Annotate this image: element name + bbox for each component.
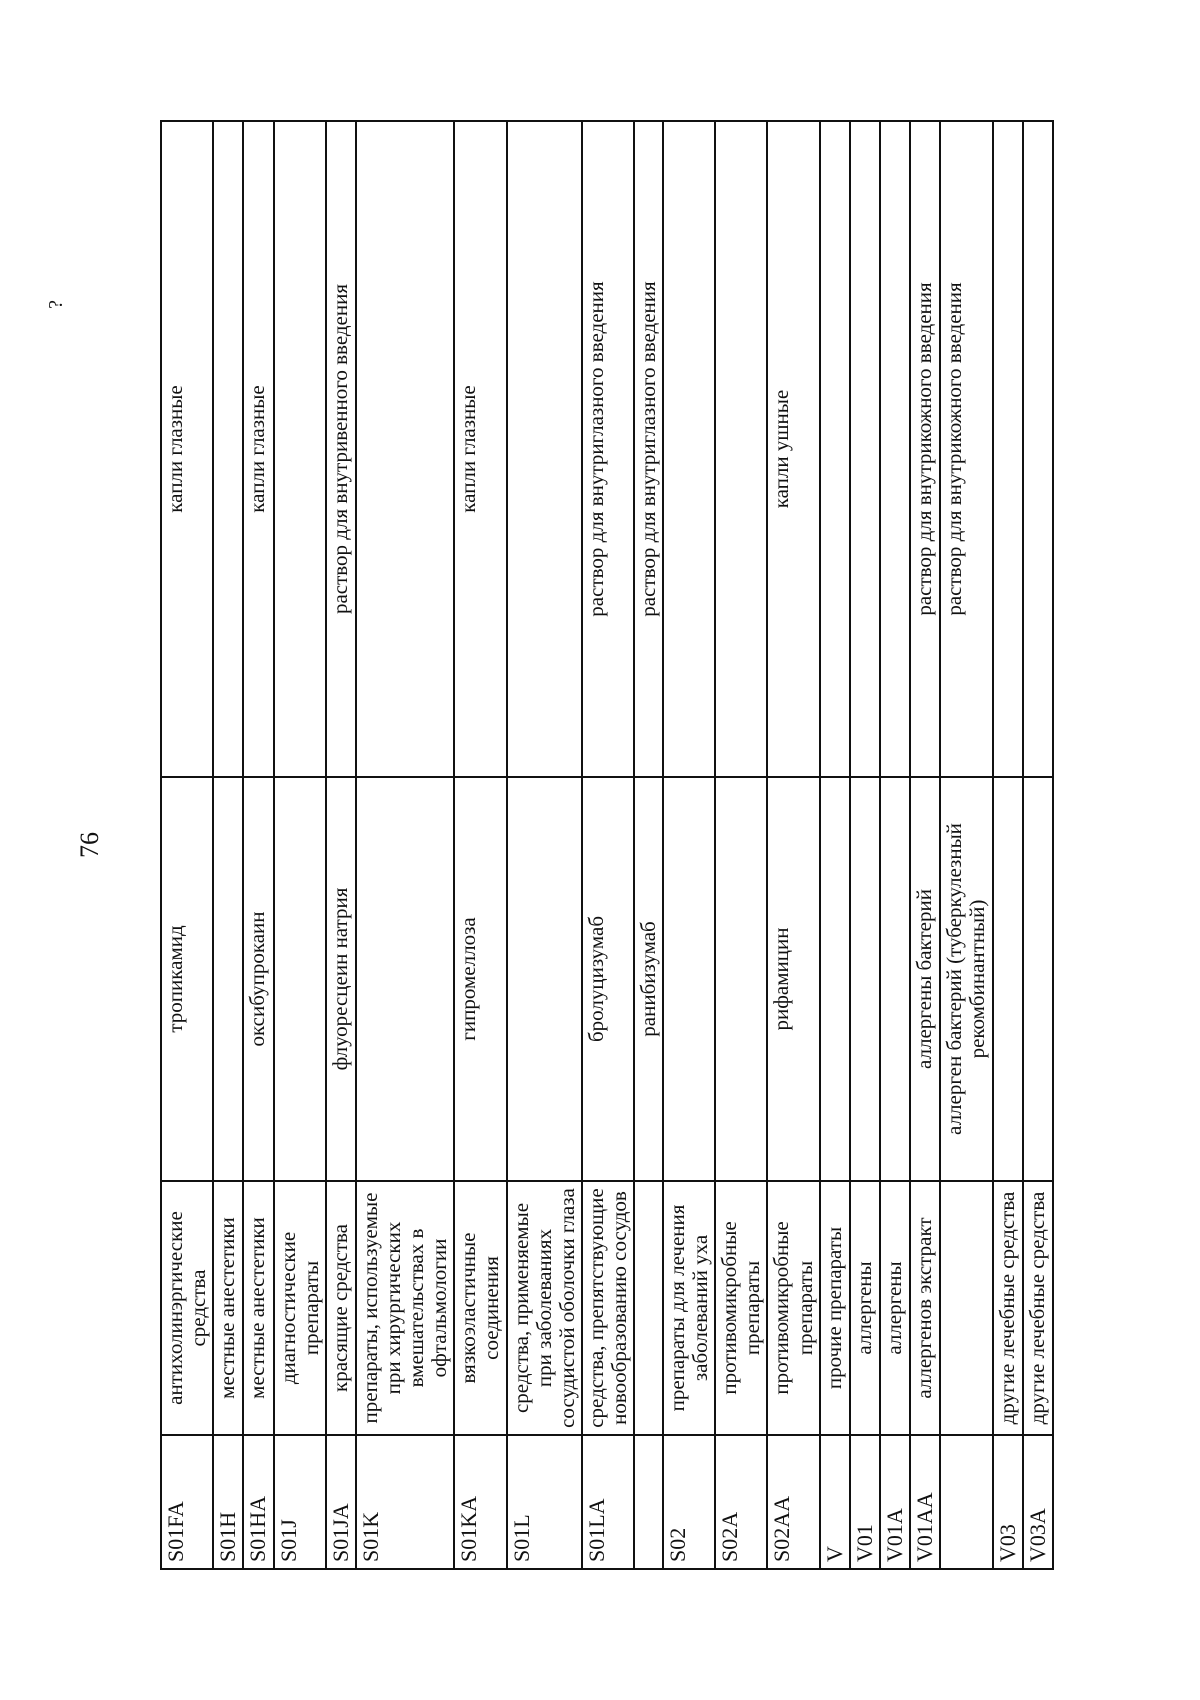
cell-drug: аллерген бактерий (туберкулезный рекомбинантный)	[940, 777, 992, 1181]
cell-drug: оксибупрокаин	[243, 777, 273, 1181]
table-row	[243, 121, 273, 1569]
cell-drug: ранибизумаб	[634, 777, 663, 1181]
cell-code: S02AA	[767, 1435, 819, 1569]
table-row	[993, 121, 1023, 1569]
cell-form	[850, 121, 880, 777]
cell-code: S01KA	[454, 1435, 506, 1569]
table-row	[910, 121, 940, 1569]
cell-form: капли ушные	[767, 121, 819, 777]
cell-code: V01AA	[910, 1435, 940, 1569]
corner-mark: ?	[45, 300, 67, 309]
cell-code: S01LA	[582, 1435, 634, 1569]
cell-form	[715, 121, 767, 777]
table-row	[507, 121, 582, 1569]
cell-code	[634, 1435, 663, 1569]
cell-code: S01JA	[326, 1435, 356, 1569]
cell-code: S01FA	[161, 1435, 213, 1569]
cell-code: S01L	[507, 1435, 582, 1569]
cell-drug	[356, 777, 454, 1181]
cell-form	[1023, 121, 1053, 777]
cell-group: вязкоэластичные соединения	[454, 1181, 506, 1435]
table-row	[326, 121, 356, 1569]
table-row	[767, 121, 819, 1569]
cell-drug	[850, 777, 880, 1181]
cell-drug	[507, 777, 582, 1181]
cell-form: раствор для внутриглазного введения	[582, 121, 634, 777]
cell-drug	[663, 777, 715, 1181]
table-row	[820, 121, 850, 1569]
cell-group: красящие средства	[326, 1181, 356, 1435]
table-row	[454, 121, 506, 1569]
cell-code	[940, 1435, 992, 1569]
cell-group: диагностические препараты	[274, 1181, 326, 1435]
cell-form: раствор для внутривенного введения	[326, 121, 356, 777]
cell-drug: аллергены бактерий	[910, 777, 940, 1181]
table-row	[880, 121, 910, 1569]
table-row	[356, 121, 454, 1569]
cell-drug: бролуцизумаб	[582, 777, 634, 1181]
cell-group: средства, препятствующие новообразованию сосудов	[582, 1181, 634, 1435]
cell-drug	[213, 777, 243, 1181]
cell-code: V03A	[1023, 1435, 1053, 1569]
cell-form: раствор для внутрикожного введения	[940, 121, 992, 777]
rotated-content	[45, 120, 1080, 1570]
cell-drug: флуоресцеин натрия	[326, 777, 356, 1181]
cell-drug	[820, 777, 850, 1181]
cell-form	[880, 121, 910, 777]
cell-form	[356, 121, 454, 777]
cell-drug: рифамицин	[767, 777, 819, 1181]
cell-group: средства, применяемые при заболеваниях сосудистой оболочки глаза	[507, 1181, 582, 1435]
cell-code: S01J	[274, 1435, 326, 1569]
table-row	[161, 121, 213, 1569]
table-row	[940, 121, 992, 1569]
cell-group: аллергены	[880, 1181, 910, 1435]
cell-drug: гипромеллоза	[454, 777, 506, 1181]
cell-group: прочие препараты	[820, 1181, 850, 1435]
cell-group: аллергены	[850, 1181, 880, 1435]
cell-drug	[880, 777, 910, 1181]
cell-form	[663, 121, 715, 777]
cell-group: местные анестетики	[243, 1181, 273, 1435]
cell-drug: тропикамид	[161, 777, 213, 1181]
cell-code: S01HA	[243, 1435, 273, 1569]
cell-code: S01H	[213, 1435, 243, 1569]
cell-code: V01A	[880, 1435, 910, 1569]
cell-drug	[715, 777, 767, 1181]
cell-group: антихолинэргические средства	[161, 1181, 213, 1435]
cell-group: аллергенов экстракт	[910, 1181, 940, 1435]
cell-code: V03	[993, 1435, 1023, 1569]
cell-group: другие лечебные средства	[1023, 1181, 1053, 1435]
cell-group: противомикробные препараты	[767, 1181, 819, 1435]
cell-form	[213, 121, 243, 777]
table-row	[663, 121, 715, 1569]
table-row	[274, 121, 326, 1569]
cell-drug	[993, 777, 1023, 1181]
cell-form	[993, 121, 1023, 777]
cell-group: препараты для лечения заболеваний уха	[663, 1181, 715, 1435]
cell-group: противомикробные препараты	[715, 1181, 767, 1435]
cell-drug	[274, 777, 326, 1181]
page-number: 76	[75, 832, 104, 858]
cell-form: раствор для внутрикожного введения	[910, 121, 940, 777]
cell-code: S02	[663, 1435, 715, 1569]
cell-group: другие лечебные средства	[993, 1181, 1023, 1435]
table-row	[1023, 121, 1053, 1569]
table-row	[213, 121, 243, 1569]
cell-group	[940, 1181, 992, 1435]
cell-code: S02A	[715, 1435, 767, 1569]
cell-group: препараты, используемые при хирургических вмешательствах в офтальмологии	[356, 1181, 454, 1435]
cell-form: раствор для внутриглазного введения	[634, 121, 663, 777]
cell-drug	[1023, 777, 1053, 1181]
table-row	[582, 121, 634, 1569]
table-row	[850, 121, 880, 1569]
drug-table	[160, 120, 1054, 1570]
cell-form	[274, 121, 326, 777]
cell-code: V01	[850, 1435, 880, 1569]
cell-code: S01K	[356, 1435, 454, 1569]
table-row	[634, 121, 663, 1569]
cell-form: капли глазные	[243, 121, 273, 777]
cell-group	[634, 1181, 663, 1435]
cell-code: V	[820, 1435, 850, 1569]
cell-form	[820, 121, 850, 777]
cell-form	[507, 121, 582, 777]
table-row	[715, 121, 767, 1569]
cell-group: местные анестетики	[213, 1181, 243, 1435]
cell-form: капли глазные	[454, 121, 506, 777]
cell-form: капли глазные	[161, 121, 213, 777]
